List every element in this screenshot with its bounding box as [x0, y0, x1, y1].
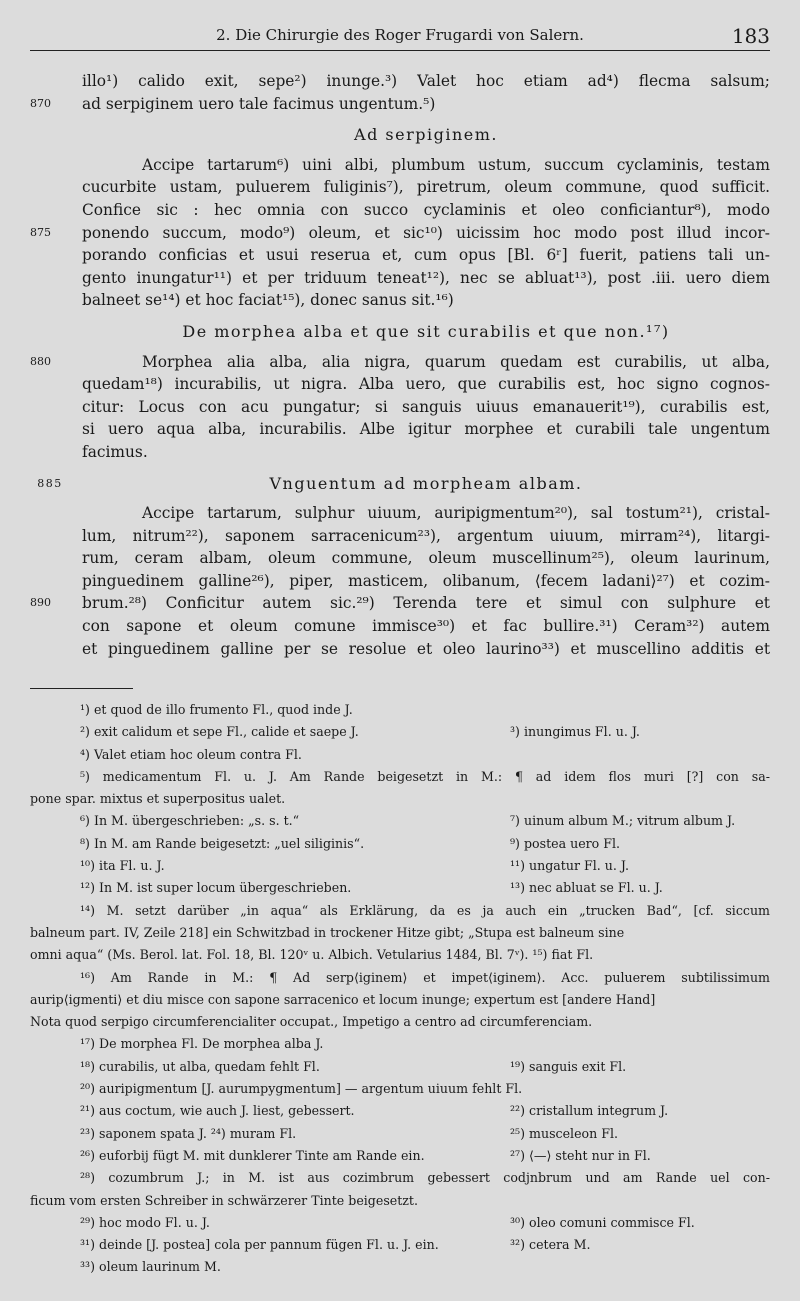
- line-text: citur: Locus con acu pungatur; si sanguis uiuus emanauerit¹⁹), curabilis est,: [82, 397, 770, 416]
- line-text: si uero aqua alba, incurabilis. Albe igitur morphee et curabili tale ungentum: [82, 420, 770, 439]
- footnote-left: ²⁰) auripigmentum [J. aurumpygmentum] — argentum uiuum fehlt Fl.: [80, 1081, 523, 1097]
- footnote-left: ⁸) In M. am Rande beigesetzt: „uel siliginis“.: [80, 835, 365, 851]
- footnote-right: ¹³) nec abluat se Fl. u. J.: [510, 880, 663, 896]
- footnote-text: ¹⁶) Am Rande in M.: ¶ Ad serp⟨iginem⟩ et impet⟨iginem⟩. Acc. puluerem subtilissimum: [80, 969, 770, 985]
- page-header: [30, 24, 770, 51]
- footnote-right: ³) inungimus Fl. u. J.: [510, 724, 640, 740]
- text-line: [82, 154, 770, 177]
- footnote-text: aurip⟨igmenti⟩ et diu misce con sapone sarracenico et locum inunge; expertum est [andere Hand]: [30, 991, 656, 1007]
- footnote-right: ⁷) uinum album M.; vitrum album J.: [510, 813, 736, 829]
- footnote-left: ²¹) aus coctum, wie auch J. liest, gebessert.: [80, 1103, 355, 1119]
- line-number: 885: [37, 476, 63, 490]
- footnote-left: ¹⁰) ita Fl. u. J.: [80, 858, 165, 874]
- footnote-text: pone spar. mixtus et superpositus ualet.: [30, 791, 286, 807]
- line-text: gento inungatur¹¹) et per triduum teneat¹²), nec se abluat¹³), post .iii. uero diem: [82, 268, 770, 287]
- footnote-line: [30, 855, 770, 877]
- section-heading: [82, 124, 770, 147]
- footnote-text: ¹⁴) M. setzt darüber „in aqua“ als Erklärung, da es ja auch ein „trucken Bad“, [cf. siccum: [80, 902, 770, 918]
- footnote-line: [30, 922, 770, 944]
- line-number: 890: [30, 596, 51, 610]
- footnote-line: [30, 1190, 770, 1212]
- line-text: et pinguedinem galline per se resolue et oleo laurino³³) et muscellino additis et: [82, 639, 770, 658]
- line-text: quedam¹⁸) incurabilis, ut nigra. Alba uero, que curabilis est, hoc signo cognos-: [82, 375, 770, 394]
- footnote-line: [30, 1145, 770, 1167]
- section-heading: [82, 321, 770, 344]
- footnote-line: [30, 989, 770, 1011]
- line-text: Accipe tartarum, sulphur uiuum, auripigmentum²⁰), sal tostum²¹), cristal-: [142, 504, 770, 523]
- main-text: [30, 70, 770, 660]
- footnote-text: Nota quod serpigo circumferencialiter occupat., Impetigo a centro ad circumferenciam.: [30, 1014, 593, 1030]
- footnote-text: omni aqua“ (Ms. Berol. lat. Fol. 18, Bl. 120ᵛ u. Albich. Vetularius 1484, Bl. 7ᵛ). ¹⁵) fiat Fl.: [30, 947, 594, 963]
- footnote-left: ⁴) Valet etiam hoc oleum contra Fl.: [80, 746, 302, 762]
- line-text: Morphea alia alba, alia nigra, quarum quedam est curabilis, ut alba,: [142, 352, 770, 371]
- footnote-left: ¹²) In M. ist super locum übergeschrieben.: [80, 880, 352, 896]
- line-text: illo¹) calido exit, sepe²) inunge.³) Valet hoc etiam ad⁴) flecma salsum;: [82, 72, 770, 90]
- footnote-line: [30, 1056, 770, 1078]
- text-line: [82, 615, 770, 638]
- line-text: ponendo succum, modo⁹) oleum, et sic¹⁰) uicissim hoc modo post illud incor-: [82, 223, 770, 242]
- line-text: De morphea alba et que sit curabilis et que non.¹⁷): [182, 321, 670, 341]
- footnote-left: ¹⁷) De morphea Fl. De morphea alba J.: [80, 1036, 324, 1052]
- footnote-line: [30, 1123, 770, 1145]
- footnote-rule: [30, 688, 133, 689]
- text-line: [82, 289, 770, 312]
- page-number: 183: [731, 24, 770, 48]
- text-line: [82, 176, 770, 199]
- footnote-right: ¹⁹) sanguis exit Fl.: [510, 1058, 627, 1074]
- section-heading: [37, 473, 770, 496]
- footnote-text: balneum part. IV, Zeile 218] ein Schwitzbad in trockener Hitze gibt; „Stupa est balneum sine: [30, 924, 625, 940]
- footnote-line: [30, 766, 770, 788]
- footnote-line: [30, 833, 770, 855]
- text-line: [82, 638, 770, 661]
- text-line: [30, 351, 770, 374]
- line-number: 870: [30, 96, 51, 110]
- text-line: [30, 222, 770, 245]
- footnote-line: [30, 944, 770, 966]
- text-line: [82, 244, 770, 267]
- footnote-line: [30, 788, 770, 810]
- text-line: [82, 570, 770, 593]
- text-line: [82, 441, 770, 464]
- footnote-line: [30, 877, 770, 899]
- footnote-line: [30, 810, 770, 832]
- footnote-left: ²⁶) euforbij fügt M. mit dunklerer Tinte am Rande ein.: [80, 1147, 425, 1163]
- footnote-left: ²) exit calidum et sepe Fl., calide et saepe J.: [80, 724, 359, 740]
- line-text: Vnguentum ad morpheam albam.: [269, 473, 583, 493]
- footnote-line: [30, 721, 770, 743]
- footnote-left: ²⁹) hoc modo Fl. u. J.: [80, 1214, 210, 1230]
- line-text: brum.²⁸) Conficitur autem sic.²⁹) Terenda tere et simul con sulphure et: [82, 594, 770, 613]
- text-line: [82, 373, 770, 396]
- footnote-text: ficum vom ersten Schreiber in schwärzerer Tinte beigesetzt.: [30, 1192, 418, 1208]
- footnotes: [30, 699, 770, 1279]
- footnote-line: [30, 1078, 770, 1100]
- footnote-line: [30, 967, 770, 989]
- line-text: con sapone et oleum comune immisce³⁰) et fac bullire.³¹) Ceram³²) autem: [82, 617, 770, 636]
- text-line: [82, 70, 770, 93]
- text-line: [82, 502, 770, 525]
- footnote-text: ²⁸) cozumbrum J.; in M. ist aus cozimbrum gebessert codjnbrum und am Rande uel con-: [80, 1170, 770, 1186]
- line-text: Confice sic : hec omnia con succo cyclaminis et oleo conficiantur⁸), modo: [82, 200, 770, 219]
- footnote-line: [30, 1011, 770, 1033]
- footnote-line: [30, 1234, 770, 1256]
- line-text: rum, ceram albam, oleum commune, oleum muscellinum²⁵), oleum laurinum,: [82, 549, 770, 568]
- footnote-left: ¹) et quod de illo frumento Fl., quod inde J.: [80, 702, 353, 717]
- footnote-right: ¹¹) ungatur Fl. u. J.: [510, 858, 629, 874]
- footnote-left: ³³) oleum laurinum M.: [80, 1259, 221, 1275]
- footnote-left: ⁶) In M. übergeschrieben: „s. s. t.“: [80, 813, 300, 829]
- line-text: ad serpiginem uero tale facimus ungentum.⁵): [82, 94, 436, 113]
- line-text: Ad serpiginem.: [354, 125, 498, 145]
- line-text: lum, nitrum²²), saponem sarracenicum²³), argentum uiuum, mirram²⁴), litargi-: [82, 526, 770, 545]
- line-text: Accipe tartarum⁶) uini albi, plumbum ustum, succum cyclaminis, testam: [142, 155, 770, 174]
- footnote-line: [30, 1100, 770, 1122]
- footnote-left: ¹⁸) curabilis, ut alba, quedam fehlt Fl.: [80, 1058, 320, 1074]
- footnote-right: ²⁷) ⟨—⟩ steht nur in Fl.: [510, 1147, 651, 1163]
- line-text: facimus.: [82, 442, 148, 461]
- footnote-right: ³⁰) oleo comuni commisce Fl.: [510, 1214, 695, 1230]
- footnote-right: ⁹) postea uero Fl.: [510, 835, 621, 851]
- text-line: [82, 525, 770, 548]
- text-line: [82, 267, 770, 290]
- footnote-line: [30, 1033, 770, 1055]
- line-text: balneet se¹⁴) et hoc faciat¹⁵), donec sanus sit.¹⁶): [82, 291, 454, 310]
- line-number: 875: [30, 225, 51, 239]
- text-line: [82, 396, 770, 419]
- running-title: 2. Die Chirurgie des Roger Frugardi von Salern.: [216, 26, 584, 44]
- footnote-line: [30, 744, 770, 766]
- footnote-left: ³¹) deinde [J. postea] cola per pannum fügen Fl. u. J. ein.: [80, 1237, 439, 1253]
- text-line: [82, 199, 770, 222]
- footnote-line: [30, 1212, 770, 1234]
- text-line: [30, 93, 770, 116]
- line-text: pinguedinem galline²⁶), piper, masticem, olibanum, ⟨fecem ladani⟩²⁷) et cozim-: [82, 571, 770, 590]
- line-number: 880: [30, 354, 51, 368]
- text-line: [82, 547, 770, 570]
- line-text: porando conficias et usui reserua et, cum opus [Bl. 6ʳ] fuerit, patiens tali un-: [82, 246, 770, 265]
- footnote-right: ²²) cristallum integrum J.: [510, 1103, 669, 1119]
- footnote-line: [30, 900, 770, 922]
- footnote-line: [30, 1256, 770, 1278]
- text-line: [82, 418, 770, 441]
- footnote-line: [30, 1167, 770, 1189]
- footnote-text: ⁵) medicamentum Fl. u. J. Am Rande beigesetzt in M.: ¶ ad idem flos muri [?] con sa-: [80, 768, 770, 784]
- footnote-right: ³²) cetera M.: [510, 1237, 591, 1253]
- footnote-left: ²³) saponem spata J. ²⁴) muram Fl.: [80, 1125, 297, 1141]
- footnote-right: ²⁵) musceleon Fl.: [510, 1125, 618, 1141]
- text-line: [30, 592, 770, 615]
- line-text: cucurbite ustam, puluerem fuliginis⁷), piretrum, oleum commune, quod sufficit.: [82, 178, 770, 197]
- footnote-line: [30, 699, 770, 721]
